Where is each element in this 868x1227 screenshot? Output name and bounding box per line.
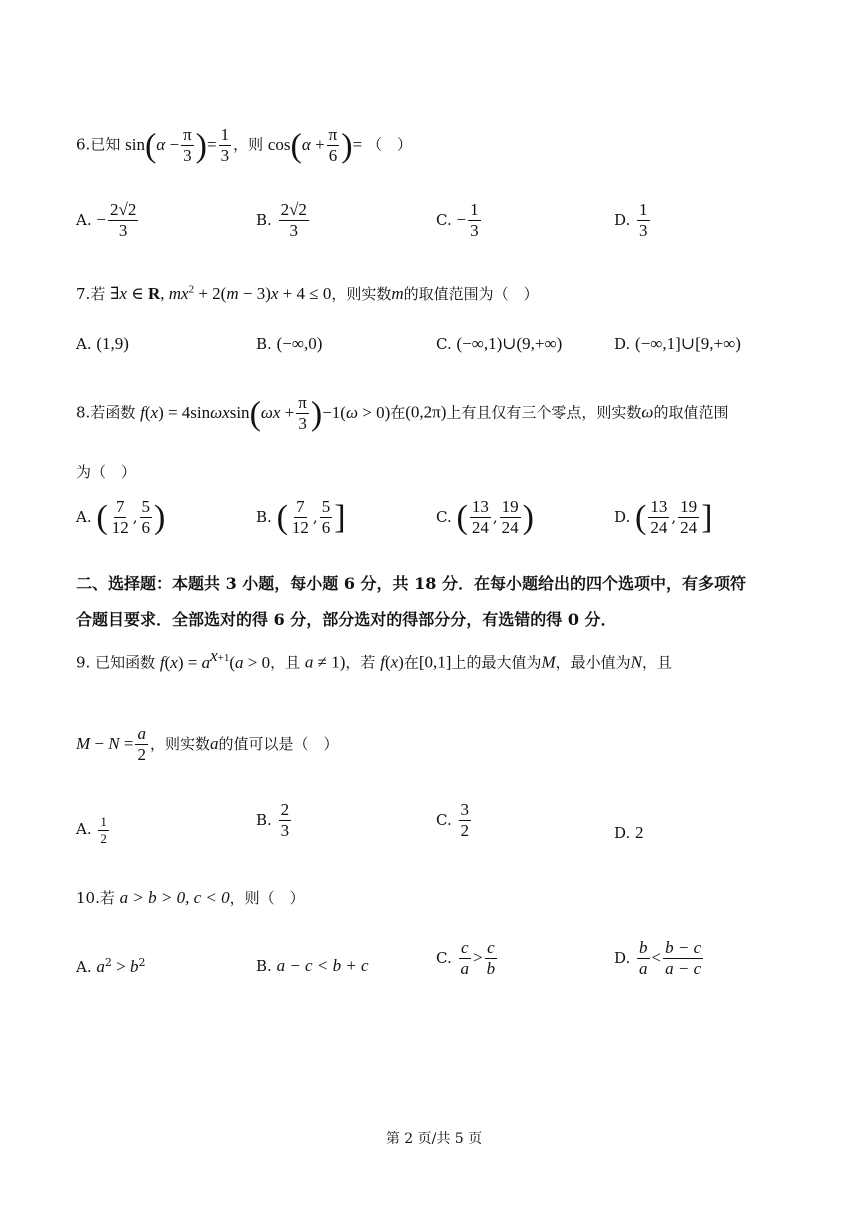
- math-expression: ∃x ∈ R, $mx^2 + 2(m - 3)x + 4 \le 0$: [110, 283, 332, 303]
- option-d: [614, 823, 644, 843]
- question-text: 若函数: [90, 403, 136, 422]
- question-number: 7.: [76, 285, 91, 303]
- option-letter: C.: [436, 335, 452, 353]
- option-letter: C.: [436, 507, 452, 526]
- variable: m: [391, 284, 404, 303]
- question-text: ，则（ ）: [229, 889, 305, 907]
- option-b: [256, 334, 322, 354]
- option-c: C. − $\frac{1}{3}$: [436, 200, 479, 241]
- option-c: C. ( $\frac{13}{24}$ , $\frac{19}{24}$ ): [436, 497, 534, 538]
- option-letter: B.: [256, 335, 272, 353]
- option-letter: B.: [256, 507, 272, 526]
- option-b: B. $\frac{2√2}{3}$: [256, 200, 307, 241]
- math-expression: f(x) = 4sinωxsin(ωx + $\frac{\pi}{3}$ )−1(ω > 0): [140, 392, 391, 434]
- option-letter: D.: [614, 824, 631, 842]
- option-value: (−∞,1)∪(9,+∞): [456, 334, 563, 353]
- question-number: 9.: [76, 653, 91, 672]
- section-line: 合题目要求．全部选对的得 6 分，部分选对的得部分分，有选错的得 0 分．: [76, 610, 617, 629]
- question-8-line2: 为（ ）: [76, 463, 137, 481]
- option-c: C. $\frac{c}{a}$ > $\frac{c}{b}$: [436, 938, 496, 979]
- option-letter: A.: [76, 210, 92, 229]
- question-9-line2: [76, 724, 338, 766]
- option-b: B. $\frac{2}{3}$: [256, 800, 290, 841]
- option-a: A. $\frac{1}{2}$: [76, 814, 107, 846]
- math-expression: $f(x) = a^{x+1}(a > 0$: [159, 646, 271, 672]
- question-10: [76, 886, 305, 910]
- interval: [0,1]: [418, 652, 452, 672]
- option-a: A. $a^2 > b^2$: [76, 956, 146, 976]
- option-value: a − c < b + c: [276, 956, 369, 975]
- question-8: [76, 390, 796, 438]
- page-footer: 第 2 页/共 5 页: [385, 1131, 483, 1147]
- math-expression: sin(α − $\frac{\pi}{3}$ )= $\frac{1}{3}$: [125, 124, 230, 166]
- question-text: 若: [99, 889, 115, 907]
- math-expression: cos(α + $\frac{\pi}{6}$ )=: [267, 124, 363, 166]
- option-c: [436, 334, 562, 354]
- question-number: 8.: [76, 403, 91, 422]
- option-d: D. $\frac{b}{a}$ < $\frac{b - c}{a - c}$: [614, 938, 702, 979]
- variable: ω: [641, 402, 654, 422]
- question-text: 在: [403, 653, 419, 672]
- question-number: 10.: [76, 889, 100, 907]
- question-text: 上有且仅有三个零点，则实数: [446, 403, 642, 422]
- question-text: ，若: [345, 653, 376, 672]
- question-9: 9. 已知函数 $f(x) = a^{x+1}(a > 0$，且 a ≠ 1)，若 f(x)在[0,1]上的最大值为M，最小值为N，且: [76, 646, 672, 672]
- option-letter: C.: [436, 210, 452, 229]
- question-text: 的取值范围为（ ）: [403, 285, 539, 303]
- question-text: 已知函数: [95, 653, 156, 672]
- option-letter: B.: [256, 210, 272, 229]
- question-text: 已知: [90, 135, 121, 154]
- option-letter: C.: [436, 948, 452, 967]
- option-b: B. ( $\frac{7}{12}$ , $\frac{5}{6}$ ]: [256, 497, 346, 538]
- section-line: 二、选择题：本题共 3 小题，每小题 6 分，共 18 分．在每小题给出的四个选项中，有多项符: [76, 574, 746, 593]
- math-expression: M − N = $\frac{a}{2}$: [76, 724, 146, 765]
- option-letter: D.: [614, 335, 631, 353]
- option-letter: D.: [614, 948, 631, 967]
- question-text: ，最小值为: [555, 653, 631, 672]
- option-letter: A.: [76, 820, 92, 839]
- option-letter: B.: [256, 957, 272, 975]
- question-text: 上的最大值为: [451, 653, 542, 672]
- option-c: C. $\frac{3}{2}$: [436, 800, 469, 841]
- interval: (0,2π): [405, 402, 447, 422]
- variable: a: [209, 733, 219, 753]
- question-text: ，则实数: [149, 734, 210, 753]
- math-expression: a > b > 0, c < 0: [119, 888, 230, 907]
- question-text: 在: [390, 403, 406, 422]
- option-d: [614, 334, 741, 354]
- option-letter: C.: [436, 810, 452, 829]
- option-letter: B.: [256, 810, 272, 829]
- section-heading: [76, 566, 796, 638]
- option-d: D. $\frac{1}{3}$: [614, 200, 648, 241]
- variable: M: [541, 652, 556, 672]
- question-text: 的取值范围: [653, 403, 729, 422]
- option-letter: D.: [614, 210, 631, 229]
- option-letter: A.: [76, 958, 92, 976]
- option-value: (−∞,0): [276, 334, 323, 353]
- option-value: (−∞,1]∪[9,+∞): [635, 334, 741, 353]
- variable: N: [630, 652, 642, 672]
- question-number: 6.: [76, 135, 91, 154]
- option-a: A. ( $\frac{7}{12}$ , $\frac{5}{6}$ ): [76, 497, 166, 538]
- question-text: 的值可以是（ ）: [218, 734, 339, 753]
- question-text: ，且: [641, 653, 672, 672]
- question-text: ，且: [270, 653, 301, 672]
- option-letter: A.: [76, 507, 92, 526]
- question-text: ，则实数: [331, 285, 392, 303]
- question-text: ，则: [233, 135, 264, 154]
- option-letter: A.: [76, 335, 92, 353]
- question-7: [76, 282, 539, 306]
- question-6: [76, 122, 412, 170]
- option-a: [76, 334, 129, 354]
- option-value: (1,9): [96, 334, 129, 353]
- option-b: [256, 956, 369, 976]
- answer-bracket: （ ）: [366, 135, 412, 154]
- option-value: 2: [635, 823, 644, 842]
- option-a: A. − $\frac{2√2}{3}$: [76, 200, 137, 241]
- option-d: D. ( $\frac{13}{24}$ , $\frac{19}{24}$ ]: [614, 497, 713, 538]
- option-letter: D.: [614, 507, 631, 526]
- question-text: 若: [90, 285, 106, 303]
